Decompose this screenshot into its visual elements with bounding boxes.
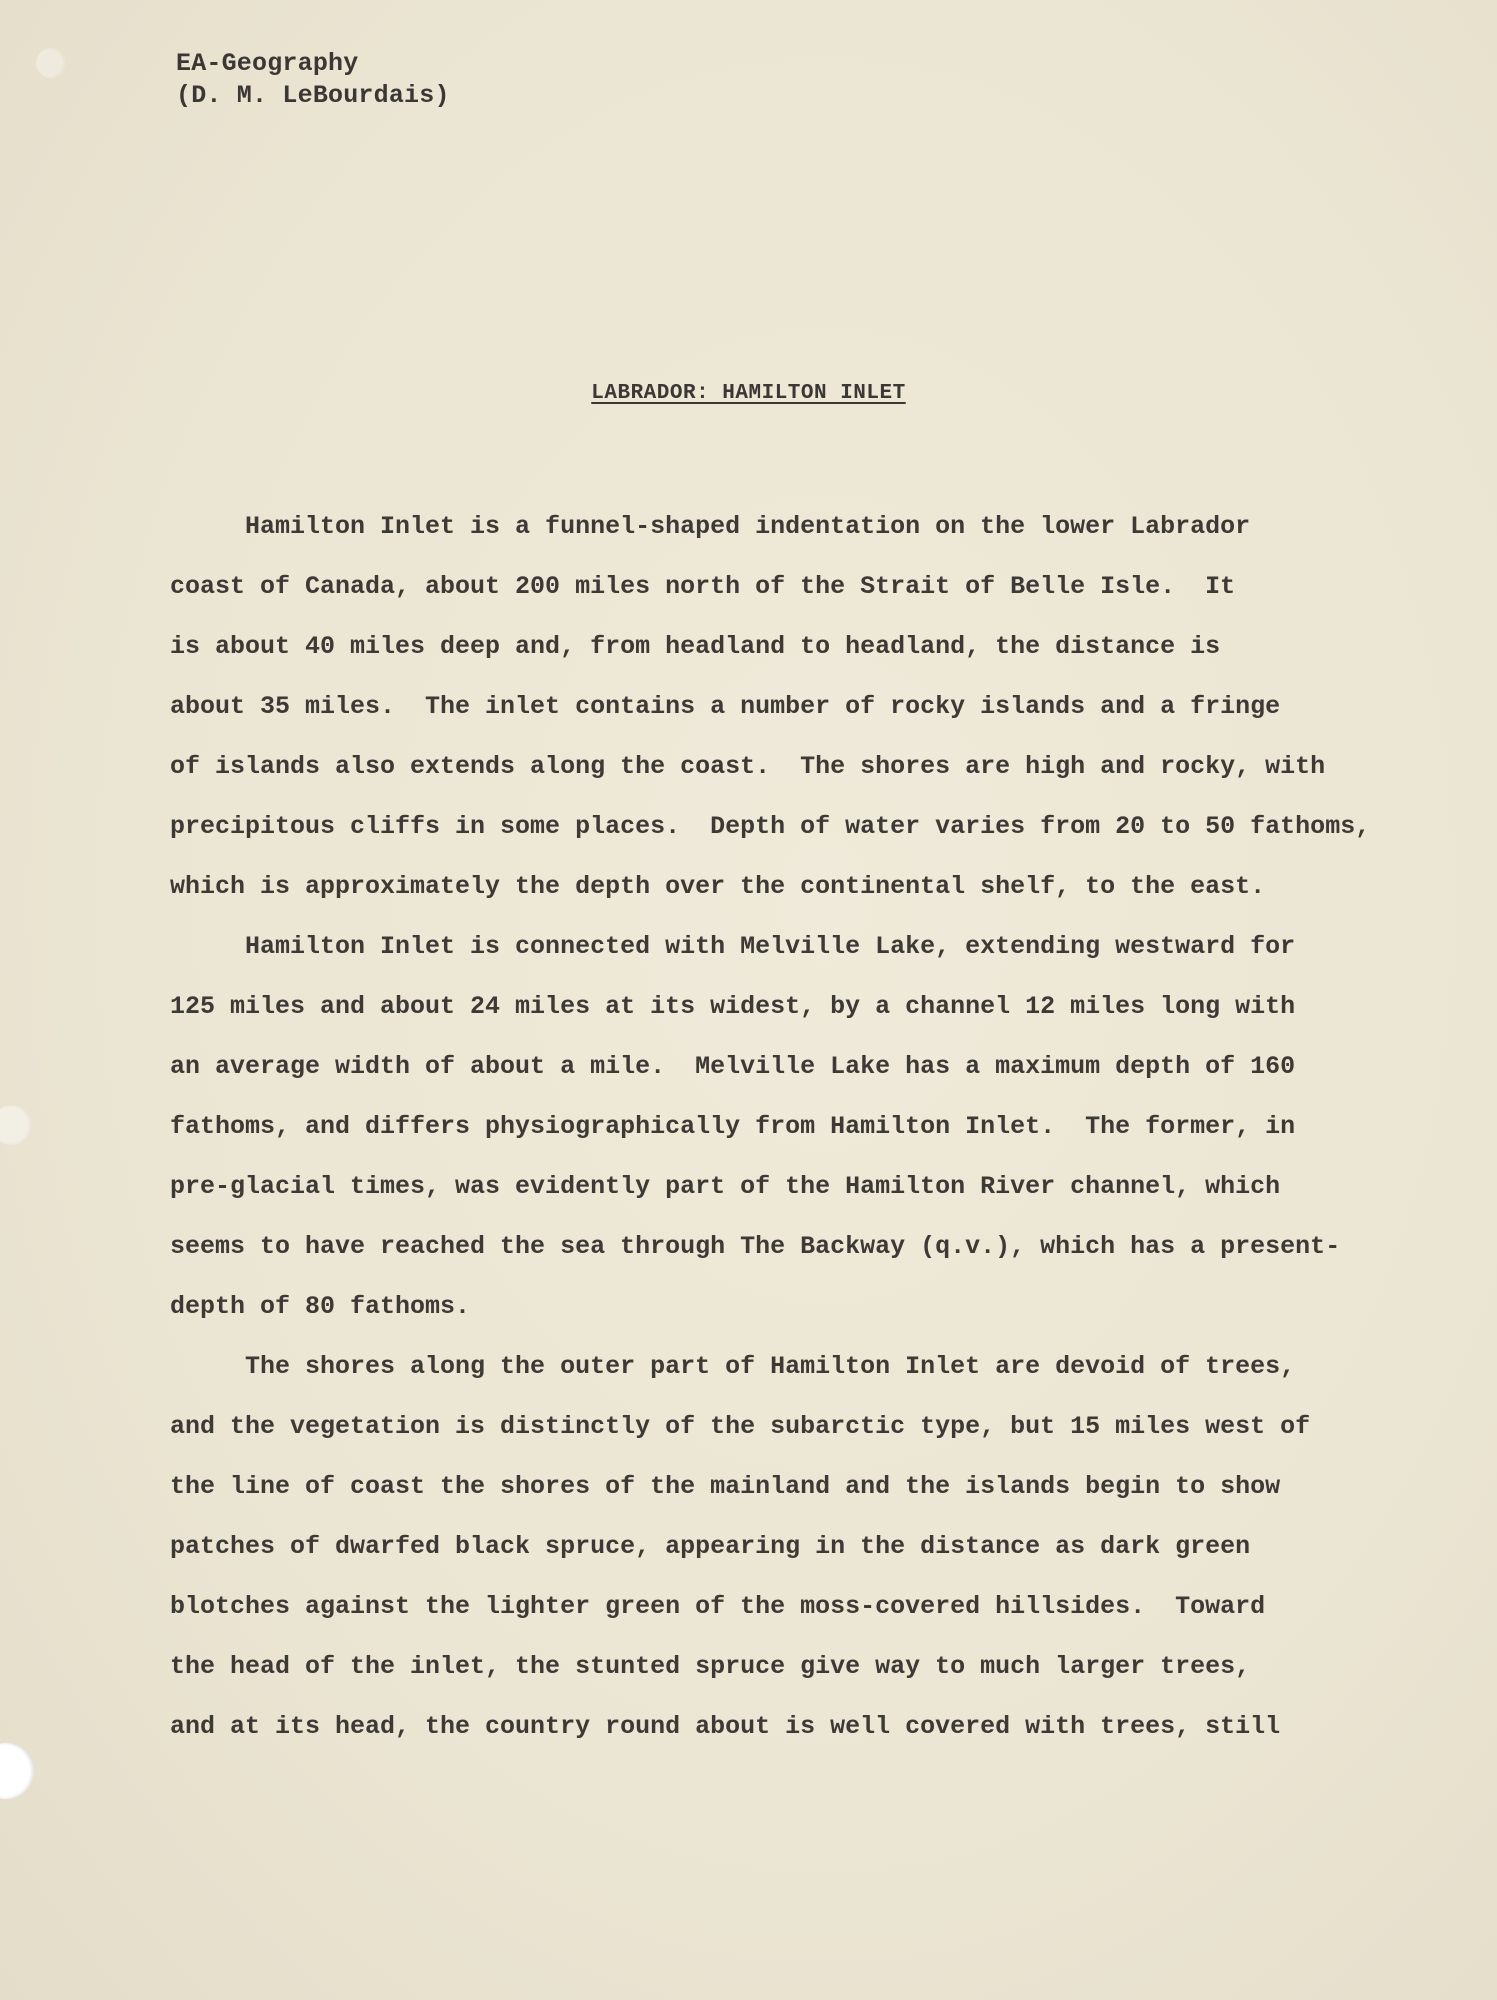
body-line: depth of 80 fathoms. [170,1292,471,1321]
body-line: about 35 miles. The inlet contains a number of rocky islands and a fringe [170,692,1281,721]
header-author: (D. M. LeBourdais) [176,81,450,110]
body-line: fathoms, and differs physiographically from Hamilton Inlet. The former, in [170,1112,1296,1141]
document-title: LABRADOR: HAMILTON INLET [591,382,906,405]
document-body [170,497,1410,1757]
body-line: seems to have reached the sea through The Backway (q.v.), which has a present- [170,1232,1341,1261]
body-line: which is approximately the depth over the continental shelf, to the east. [170,872,1266,901]
body-line: and at its head, the country round about is well covered with trees, still [170,1712,1281,1741]
punch-hole [0,1743,34,1799]
body-line: the line of coast the shores of the mainland and the islands begin to show [170,1472,1281,1501]
body-line: is about 40 miles deep and, from headland to headland, the distance is [170,632,1221,661]
body-line: and the vegetation is distinctly of the subarctic type, but 15 miles west of [170,1412,1311,1441]
body-line: The shores along the outer part of Hamilton Inlet are devoid of trees, [170,1352,1296,1381]
body-line: Hamilton Inlet is a funnel-shaped indentation on the lower Labrador [170,512,1251,541]
body-line: an average width of about a mile. Melville Lake has a maximum depth of 160 [170,1052,1296,1081]
body-line: the head of the inlet, the stunted spruce give way to much larger trees, [170,1652,1251,1681]
body-line: blotches against the lighter green of the moss-covered hillsides. Toward [170,1592,1266,1621]
body-line: precipitous cliffs in some places. Depth of water varies from 20 to 50 fathoms, [170,812,1371,841]
body-line: coast of Canada, about 200 miles north of the Strait of Belle Isle. It [170,572,1236,601]
document-header [176,48,450,112]
body-line: of islands also extends along the coast. The shores are high and rocky, with [170,752,1326,781]
body-line: Hamilton Inlet is connected with Melville Lake, extending westward for [170,932,1296,961]
body-line: patches of dwarfed black spruce, appearing in the distance as dark green [170,1532,1251,1561]
body-line: pre-glacial times, was evidently part of the Hamilton River channel, which [170,1172,1281,1201]
punch-hole [36,48,66,78]
body-line: 125 miles and about 24 miles at its widest, by a channel 12 miles long with [170,992,1296,1021]
header-category: EA-Geography [176,49,359,78]
punch-hole [0,1105,32,1145]
